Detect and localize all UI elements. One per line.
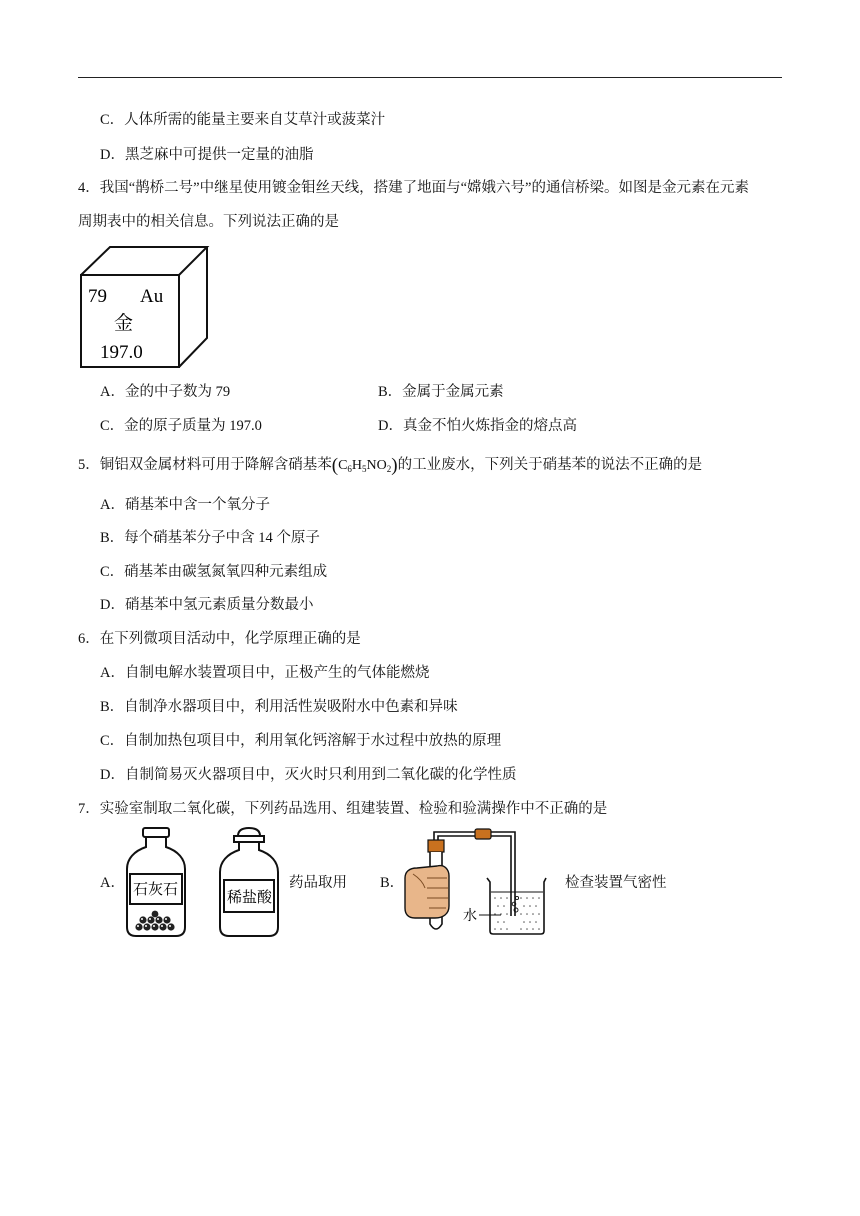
q7-option-a-letter: A．	[100, 875, 125, 891]
q5-option-c: C．硝基苯由碳氢氮氧四种元素组成	[100, 564, 328, 580]
q5-stem	[78, 455, 702, 476]
nitrobenzene-formula: $(C_6H_5NO_2)$	[331, 455, 398, 476]
element-name: 金	[114, 313, 134, 334]
element-symbol: Au	[140, 286, 164, 307]
element-atomic-mass: 197.0	[100, 342, 143, 363]
q7-option-b-letter: B．	[380, 875, 405, 891]
q6-stem: 6．在下列微项目活动中，化学原理正确的是	[78, 631, 361, 647]
element-atomic-number: 79	[88, 286, 107, 307]
element-tile-gold	[80, 245, 210, 369]
q4-stem-line2: 周期表中的相关信息。下列说法正确的是	[78, 214, 339, 230]
q6-option-d: D．自制简易灭火器项目中，灭火时只利用到二氧化碳的化学性质	[100, 767, 517, 783]
dilute-hcl-bottle	[218, 826, 280, 938]
airtightness-apparatus	[403, 826, 553, 938]
header-rule	[78, 77, 782, 78]
q7-option-b-caption: 检查装置气密性	[565, 875, 667, 891]
q6-option-c: C．自制加热包项目中，利用氧化钙溶解于水过程中放热的原理	[100, 733, 502, 749]
q4-option-a: A．金的中子数为 79	[100, 384, 231, 400]
q5-option-b: B．每个硝基苯分子中含 14 个原子	[100, 530, 320, 546]
q5-option-a: A．硝基苯中含一个氧分子	[100, 497, 270, 513]
beaker	[487, 878, 546, 934]
q4-option-c: C．金的原子质量为 197.0	[100, 418, 262, 434]
water-label: 水	[463, 909, 477, 924]
hand-icon	[405, 866, 449, 918]
limestone-bottle	[125, 826, 187, 938]
q3-option-d: D．黑芝麻中可提供一定量的油脂	[100, 147, 314, 163]
q5-stem-suffix: 的工业废水，下列关于硝基苯的说法不正确的是	[397, 457, 703, 473]
q4-option-d: D．真金不怕火炼指金的熔点高	[378, 418, 577, 434]
q6-option-a: A．自制电解水装置项目中，正极产生的气体能燃烧	[100, 665, 430, 681]
rubber-stopper	[428, 840, 444, 852]
q6-option-b: B．自制净水器项目中，利用活性炭吸附水中色素和异味	[100, 699, 458, 715]
dilute-hcl-label: 稀盐酸	[227, 890, 273, 906]
q3-option-c: C．人体所需的能量主要来自艾草汁或菠菜汁	[100, 112, 386, 128]
rubber-connector	[475, 829, 491, 839]
q7-stem: 7．实验室制取二氧化碳，下列药品选用、组建装置、检验和验满操作中不正确的是	[78, 801, 608, 817]
q5-option-d: D．硝基苯中氢元素质量分数最小	[100, 597, 314, 613]
q4-option-b: B．金属于金属元素	[378, 384, 504, 400]
q7-option-a-caption: 药品取用	[289, 875, 347, 891]
limestone-label: 石灰石	[133, 882, 179, 898]
q5-stem-prefix: 5．铜铝双金属材料可用于降解含硝基苯	[78, 457, 332, 473]
q4-stem-line1: 4．我国“鹊桥二号”中继星使用镀金钼丝天线，搭建了地面与“嫦娥六号”的通信桥梁。如图是金元素在元素	[78, 180, 749, 196]
